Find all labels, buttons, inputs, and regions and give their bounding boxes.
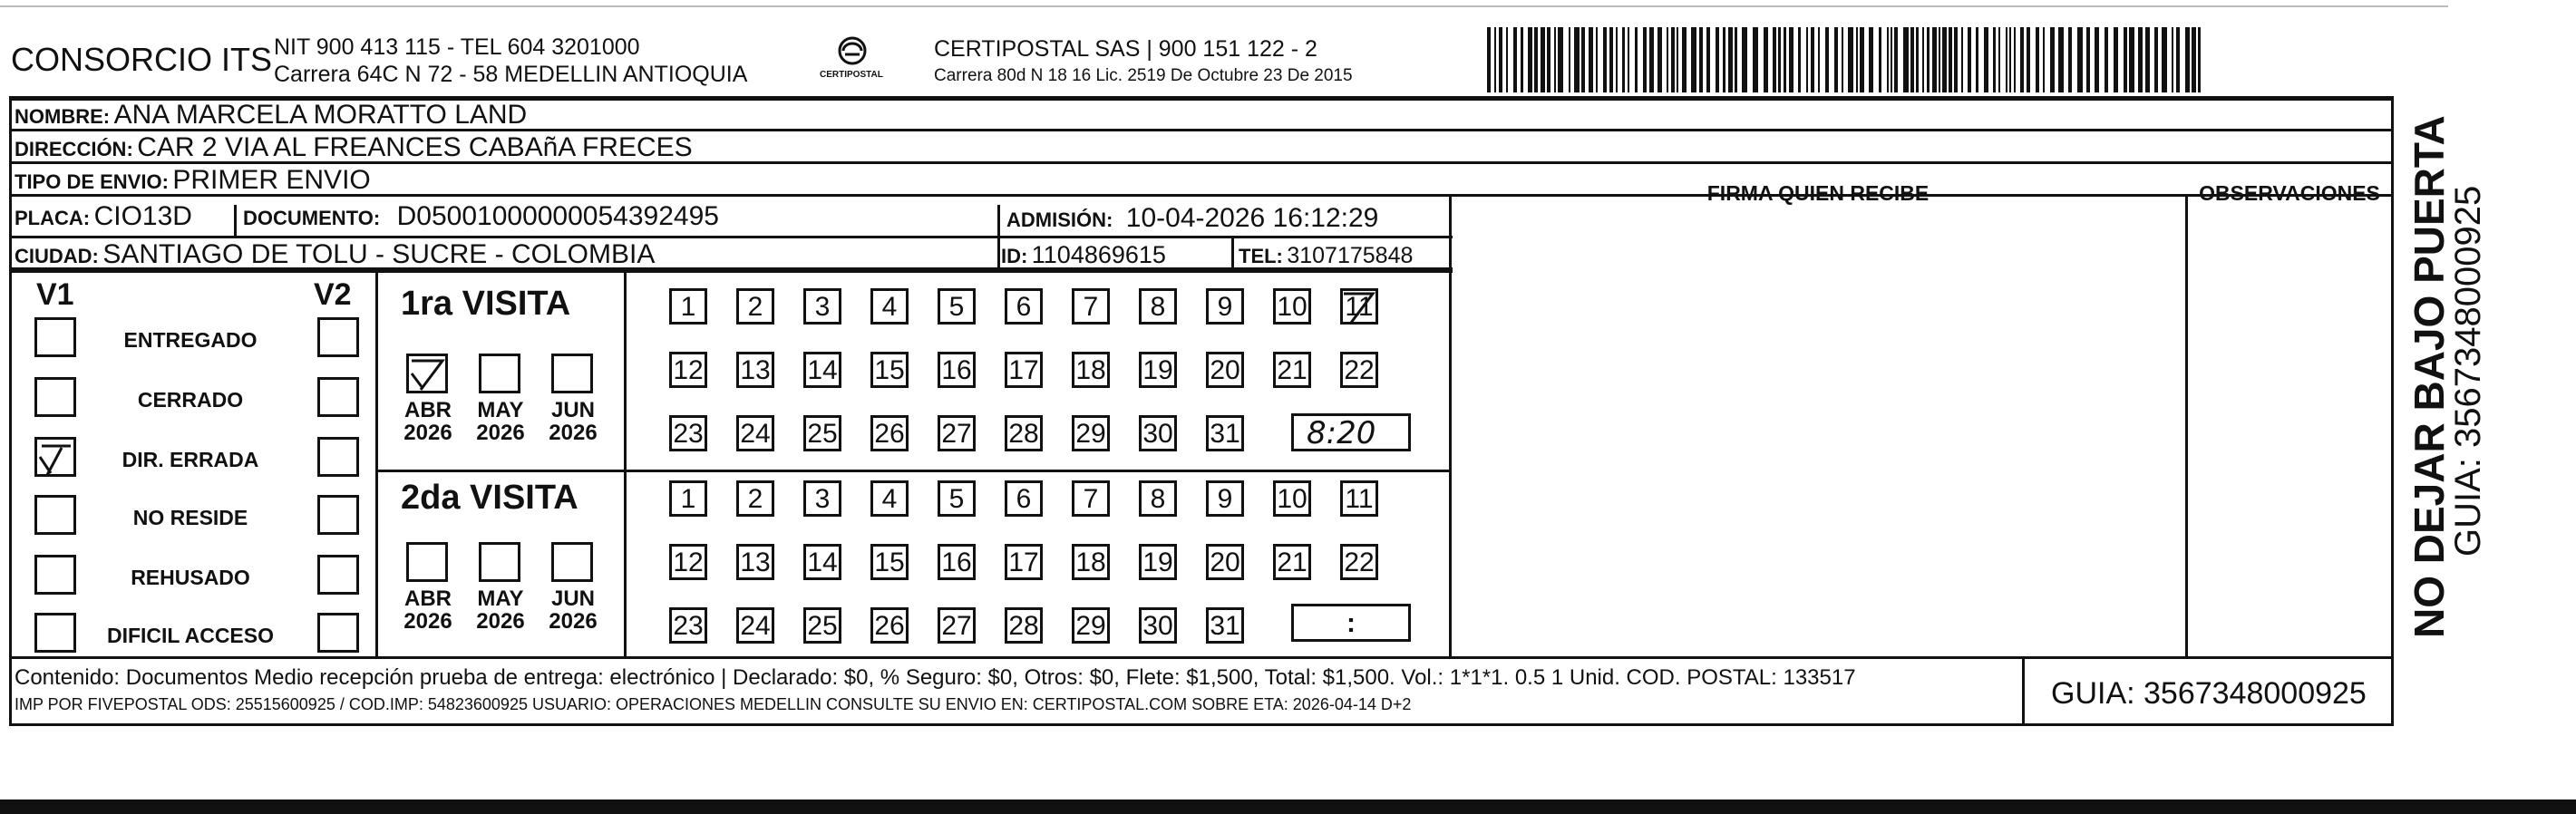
day-cell[interactable]: 12 — [669, 352, 707, 388]
nombre-row — [15, 102, 527, 129]
placa-row — [15, 203, 192, 230]
month-label — [401, 587, 455, 633]
documento-value: D05001000000054392495 — [396, 201, 719, 231]
id-label: ID: — [1001, 245, 1028, 267]
day-cell[interactable]: 6 — [1005, 288, 1043, 325]
barcode-bar — [1753, 27, 1758, 92]
second-visit-time-box[interactable] — [1291, 604, 1411, 642]
day-cell[interactable]: 15 — [870, 544, 909, 580]
month-name: ABR — [404, 586, 452, 611]
barcode-bar — [2036, 27, 2039, 92]
month-label — [473, 399, 528, 444]
barcode-bar — [1574, 27, 1580, 92]
barcode-bar — [1968, 27, 1971, 92]
barcode-bar — [1628, 27, 1629, 92]
day-cell[interactable]: 31 — [1206, 415, 1244, 451]
day-cell[interactable]: 15 — [870, 352, 909, 388]
barcode-bar — [1954, 27, 1958, 92]
barcode-bar — [2129, 27, 2134, 92]
day-cell[interactable]: 12 — [669, 544, 707, 580]
barcode-bar — [1842, 27, 1843, 92]
month-label — [546, 399, 600, 444]
day-cell[interactable]: 11 — [1340, 480, 1378, 517]
day-cell[interactable]: 27 — [938, 415, 976, 451]
day-cell[interactable]: 24 — [736, 415, 774, 451]
day-cell[interactable]: 20 — [1206, 544, 1244, 580]
barcode-bar — [1667, 27, 1668, 92]
logo-text: CERTIPOSTAL — [820, 70, 883, 80]
ciudad-row — [15, 241, 655, 268]
month-year: 2026 — [403, 421, 452, 446]
barcode-bar — [1622, 27, 1625, 92]
barcode-bar — [1789, 27, 1793, 92]
barcode-bar — [2105, 27, 2108, 92]
month-label — [401, 399, 455, 444]
company-address: Carrera 64C N 72 - 58 MEDELLIN ANTIOQUIA — [274, 62, 748, 87]
barcode-bar — [2006, 27, 2007, 92]
day-cell[interactable]: 17 — [1005, 352, 1043, 388]
barcode-bar — [2138, 27, 2143, 92]
certipostal-logo — [816, 34, 889, 89]
id-value: 1104869615 — [1031, 241, 1166, 268]
barcode-bar — [1825, 27, 1829, 92]
day-cell[interactable]: 1 — [669, 480, 707, 517]
first-visit-time: 8:20 — [1307, 415, 1376, 451]
barcode-bar — [1922, 27, 1924, 92]
admision-value: 10-04-2026 16:12:29 — [1125, 203, 1379, 233]
barcode-bar — [1910, 27, 1914, 92]
admision-label: ADMISIÓN: — [1006, 208, 1113, 231]
day-cell[interactable] — [1340, 288, 1378, 325]
month-name: MAY — [477, 586, 524, 611]
footer-content-line: Contenido: Documentos Medio recepción prueba de entrega: electrónico | Declarado: $0, % Seguro: $0, Otros: $0, Flete: $1,500, Total: $1,500. Vol.: 1*1*1. 0.5 1 Unid. COD. POSTAL: 133517 — [15, 665, 1856, 690]
barcode-bar — [1521, 27, 1523, 92]
day-cell[interactable]: 24 — [736, 607, 774, 644]
barcode-bar — [1764, 27, 1768, 92]
barcode-bar — [1984, 27, 1988, 92]
month-checkbox[interactable] — [551, 542, 593, 582]
barcode-bar — [1569, 27, 1570, 92]
placa-value: CIO13D — [93, 201, 192, 231]
day-cell[interactable]: 13 — [736, 544, 774, 580]
barcode-bar — [1927, 27, 1930, 92]
observaciones-area[interactable] — [2188, 197, 2393, 655]
barcode-bar — [2185, 27, 2190, 92]
barcode-bar — [1998, 27, 2000, 92]
top-edge-line — [0, 5, 2448, 7]
day-cell[interactable]: 9 — [1206, 288, 1244, 325]
day-cell[interactable]: 8 — [1139, 480, 1177, 517]
barcode-bar — [1993, 27, 1996, 92]
barcode-bar — [1657, 27, 1662, 92]
month-checkbox[interactable] — [406, 354, 448, 393]
barcode-bar — [1534, 27, 1538, 92]
day-cell[interactable]: 4 — [870, 480, 909, 517]
day-cell[interactable]: 14 — [803, 544, 841, 580]
barcode-bar — [2095, 27, 2099, 92]
barcode-bar — [1723, 27, 1725, 92]
side-guia: GUIA: 3567348000925 — [2448, 185, 2488, 557]
barcode-bar — [2058, 27, 2064, 92]
day-cell[interactable]: 16 — [938, 352, 976, 388]
barcode-bar — [1671, 27, 1675, 92]
tipo-envio-row — [15, 167, 371, 194]
barcode-bar — [1834, 27, 1838, 92]
day-cell[interactable]: 22 — [1340, 352, 1378, 388]
tel-label: TEL: — [1239, 245, 1283, 267]
barcode-bar — [1773, 27, 1776, 92]
month-year: 2026 — [403, 609, 452, 635]
first-visit-time-box[interactable] — [1291, 413, 1411, 451]
month-checkbox[interactable] — [406, 542, 448, 582]
barcode-bar — [1891, 27, 1892, 92]
status-label: DIR. ERRADA — [122, 448, 259, 471]
barcode-bar — [1903, 27, 1909, 92]
barcode-bar — [1860, 27, 1864, 92]
month-name: JUN — [550, 586, 595, 611]
day-cell[interactable]: 31 — [1206, 607, 1244, 644]
barcode-bar — [2050, 27, 2055, 92]
barcode-bar — [2162, 27, 2167, 92]
tipo-envio-value: PRIMER ENVIO — [172, 165, 371, 195]
day-cell[interactable]: 9 — [1206, 480, 1244, 517]
direccion-label: DIRECCIÓN: — [15, 138, 133, 160]
day-cell[interactable]: 3 — [803, 288, 841, 325]
day-cell[interactable]: 4 — [870, 288, 909, 325]
barcode-bar — [1778, 27, 1781, 92]
status-label: CERRADO — [137, 388, 244, 412]
day-cell[interactable]: 25 — [803, 415, 841, 451]
barcode-bar — [2192, 27, 2196, 92]
status-label: NO RESIDE — [132, 506, 248, 529]
month-year: 2026 — [476, 421, 525, 446]
barcode-bar — [1547, 27, 1550, 92]
month-year: 2026 — [549, 609, 598, 635]
direccion-value: CAR 2 VIA AL FREANCES CABAñA FRECES — [137, 132, 693, 162]
day-cell[interactable]: 10 — [1273, 288, 1311, 325]
barcode-bar — [1806, 27, 1808, 92]
barcode-bar — [1635, 27, 1638, 92]
barcode-bar — [1798, 27, 1801, 92]
carrier-name: CERTIPOSTAL SAS | 900 151 122 - 2 — [934, 36, 1317, 62]
tel-row — [1239, 245, 1413, 267]
status-v1-checkbox[interactable] — [34, 437, 76, 477]
barcode-bar — [1869, 27, 1873, 92]
status-v2-checkbox[interactable] — [317, 377, 359, 417]
status-v2-checkbox[interactable] — [317, 555, 359, 595]
day-cell[interactable]: 28 — [1005, 415, 1043, 451]
ciudad-value: SANTIAGO DE TOLU - SUCRE - COLOMBIA — [102, 239, 656, 269]
month-year: 2026 — [476, 609, 525, 635]
day-cell[interactable]: 30 — [1139, 607, 1177, 644]
barcode-bar — [1649, 27, 1654, 92]
day-cell[interactable]: 27 — [938, 607, 976, 644]
ciudad-label: CIUDAD: — [15, 245, 99, 267]
barcode-bar — [1616, 27, 1618, 92]
observaciones-header: OBSERVACIONES — [2199, 181, 2380, 205]
barcode-bar — [1506, 27, 1508, 92]
day-cell[interactable]: 7 — [1072, 480, 1110, 517]
status-v1-checkbox[interactable] — [34, 613, 76, 653]
barcode-bar — [1942, 27, 1947, 92]
tipo-envio-label: TIPO DE ENVIO: — [15, 170, 169, 193]
no-dejar-bajo-puerta: NO DEJAR BAJO PUERTA — [2406, 115, 2453, 638]
barcode-bar — [1494, 27, 1496, 92]
day-number: 11 — [1345, 292, 1374, 322]
status-label: DIFICIL ACCESO — [106, 624, 274, 647]
status-label: REHUSADO — [131, 566, 250, 589]
barcode-bar — [1735, 27, 1737, 92]
barcode-bar — [1558, 27, 1563, 92]
barcode — [1487, 27, 2212, 92]
day-cell[interactable]: 30 — [1139, 415, 1177, 451]
day-cell[interactable]: 23 — [669, 415, 707, 451]
month-name: MAY — [477, 398, 524, 422]
barcode-bar — [1677, 27, 1678, 92]
status-v2-checkbox[interactable] — [317, 317, 359, 357]
barcode-bar — [1596, 27, 1598, 92]
month-label — [473, 587, 528, 633]
barcode-bar — [1818, 27, 1820, 92]
day-cell[interactable]: 22 — [1340, 544, 1378, 580]
barcode-bar — [2145, 27, 2150, 92]
month-checkbox[interactable] — [479, 354, 520, 393]
company-nit: NIT 900 413 115 - TEL 604 3201000 — [274, 34, 640, 60]
first-visit-title: 1ra VISITA — [401, 285, 571, 323]
barcode-bar — [2068, 27, 2072, 92]
barcode-bar — [1499, 27, 1502, 92]
barcode-bar — [2154, 27, 2158, 92]
barcode-bar — [2009, 27, 2011, 92]
month-checkbox[interactable] — [479, 542, 520, 582]
day-cell[interactable]: 5 — [938, 480, 976, 517]
barcode-bar — [1848, 27, 1853, 92]
barcode-bar — [1742, 27, 1747, 92]
barcode-bar — [1699, 27, 1703, 92]
barcode-bar — [1554, 27, 1556, 92]
direccion-row — [15, 134, 693, 161]
firma-area[interactable] — [1452, 197, 2184, 655]
barcode-bar — [1589, 27, 1593, 92]
day-cell[interactable]: 21 — [1273, 352, 1311, 388]
barcode-bar — [1887, 27, 1889, 92]
barcode-bar — [1916, 27, 1919, 92]
status-label: ENTREGADO — [123, 328, 258, 352]
barcode-bar — [1603, 27, 1607, 92]
day-cell[interactable]: 16 — [938, 544, 976, 580]
documento-row — [243, 203, 719, 230]
barcode-bar — [1856, 27, 1858, 92]
status-v1-checkbox[interactable] — [34, 377, 76, 417]
barcode-bar — [2086, 27, 2090, 92]
day-cell[interactable]: 18 — [1072, 544, 1110, 580]
status-v2-checkbox[interactable] — [317, 437, 359, 477]
barcode-bar — [1976, 27, 1978, 92]
day-cell[interactable]: 29 — [1072, 607, 1110, 644]
day-cell[interactable]: 21 — [1273, 544, 1311, 580]
barcode-bar — [1487, 27, 1491, 92]
barcode-bar — [2077, 27, 2083, 92]
month-label — [546, 587, 600, 633]
status-v2-checkbox[interactable] — [317, 613, 359, 653]
barcode-bar — [2043, 27, 2045, 92]
day-cell[interactable]: 18 — [1072, 352, 1110, 388]
day-cell[interactable]: 5 — [938, 288, 976, 325]
barcode-bar — [2020, 27, 2024, 92]
day-cell[interactable]: 13 — [736, 352, 774, 388]
barcode-bar — [2198, 27, 2201, 92]
barcode-bar — [1949, 27, 1952, 92]
carrier-address: Carrera 80d N 18 16 Lic. 2519 De Octubre 23 De 2015 — [934, 66, 1353, 85]
barcode-bar — [1811, 27, 1814, 92]
nombre-value: ANA MARCELA MORATTO LAND — [113, 100, 528, 130]
barcode-bar — [1728, 27, 1733, 92]
barcode-bar — [1784, 27, 1786, 92]
admision-row — [1006, 205, 1378, 232]
day-cell[interactable]: 2 — [736, 480, 774, 517]
day-cell[interactable]: 20 — [1206, 352, 1244, 388]
day-cell[interactable]: 23 — [669, 607, 707, 644]
barcode-bar — [2114, 27, 2118, 92]
status-v1-checkbox[interactable] — [34, 555, 76, 595]
month-name: JUN — [550, 398, 595, 422]
day-cell[interactable]: 29 — [1072, 415, 1110, 451]
day-cell[interactable]: 8 — [1139, 288, 1177, 325]
day-cell[interactable]: 17 — [1005, 544, 1043, 580]
day-cell[interactable]: 10 — [1273, 480, 1311, 517]
day-cell[interactable]: 26 — [870, 415, 909, 451]
tel-value: 3107175848 — [1287, 243, 1414, 268]
day-cell[interactable]: 1 — [669, 288, 707, 325]
nombre-label: NOMBRE: — [15, 105, 111, 128]
barcode-bar — [1528, 27, 1532, 92]
barcode-bar — [2124, 27, 2127, 92]
barcode-bar — [2176, 27, 2180, 92]
barcode-bar — [2014, 27, 2016, 92]
barcode-bar — [1894, 27, 1898, 92]
second-visit-time: : — [1346, 608, 1356, 638]
day-cell[interactable]: 26 — [870, 607, 909, 644]
barcode-bar — [1609, 27, 1613, 92]
barcode-bar — [1541, 27, 1545, 92]
barcode-bar — [1932, 27, 1937, 92]
barcode-bar — [1513, 27, 1517, 92]
day-cell[interactable]: 2 — [736, 288, 774, 325]
status-v1-checkbox[interactable] — [34, 495, 76, 535]
footer-imp-line: IMP POR FIVEPOSTAL ODS: 25515600925 / COD.IMP: 54823600925 USUARIO: OPERACIONES MEDELLIN CONSULTE SU ENVIO EN: CERTIPOSTAL.COM SOBRE ETA: 2026-04-14 D+2 — [15, 695, 1412, 713]
documento-label: DOCUMENTO: — [243, 207, 381, 229]
day-cell[interactable]: 19 — [1139, 352, 1177, 388]
day-cell[interactable]: 19 — [1139, 544, 1177, 580]
barcode-bar — [1643, 27, 1647, 92]
v1-label: V1 — [36, 277, 74, 312]
id-row — [1001, 243, 1166, 267]
barcode-bar — [1939, 27, 1940, 92]
month-name: ABR — [404, 398, 452, 422]
barcode-bar — [1879, 27, 1881, 92]
barcode-bar — [1682, 27, 1687, 92]
placa-label: PLACA: — [15, 207, 91, 229]
footer-guia: GUIA: 3567348000925 — [2051, 676, 2367, 711]
day-cell[interactable]: 7 — [1072, 288, 1110, 325]
barcode-bar — [1581, 27, 1585, 92]
day-cell[interactable]: 6 — [1005, 480, 1043, 517]
day-cell[interactable]: 25 — [803, 607, 841, 644]
barcode-bar — [2027, 27, 2030, 92]
month-checkbox[interactable] — [551, 354, 593, 393]
company-name: CONSORCIO ITS — [11, 41, 273, 78]
barcode-bar — [1961, 27, 1963, 92]
firma-header: FIRMA QUIEN RECIBE — [1706, 181, 1930, 205]
barcode-bar — [1706, 27, 1710, 92]
barcode-bar — [2172, 27, 2173, 92]
v2-label: V2 — [314, 277, 352, 312]
day-cell[interactable]: 3 — [803, 480, 841, 517]
barcode-bar — [1716, 27, 1719, 92]
status-v1-checkbox[interactable] — [34, 317, 76, 357]
day-cell[interactable]: 14 — [803, 352, 841, 388]
bottom-band — [0, 799, 2576, 814]
status-v2-checkbox[interactable] — [317, 495, 359, 535]
day-cell[interactable]: 28 — [1005, 607, 1043, 644]
month-year: 2026 — [549, 421, 598, 446]
barcode-bar — [1691, 27, 1696, 92]
second-visit-title: 2da VISITA — [401, 479, 578, 517]
